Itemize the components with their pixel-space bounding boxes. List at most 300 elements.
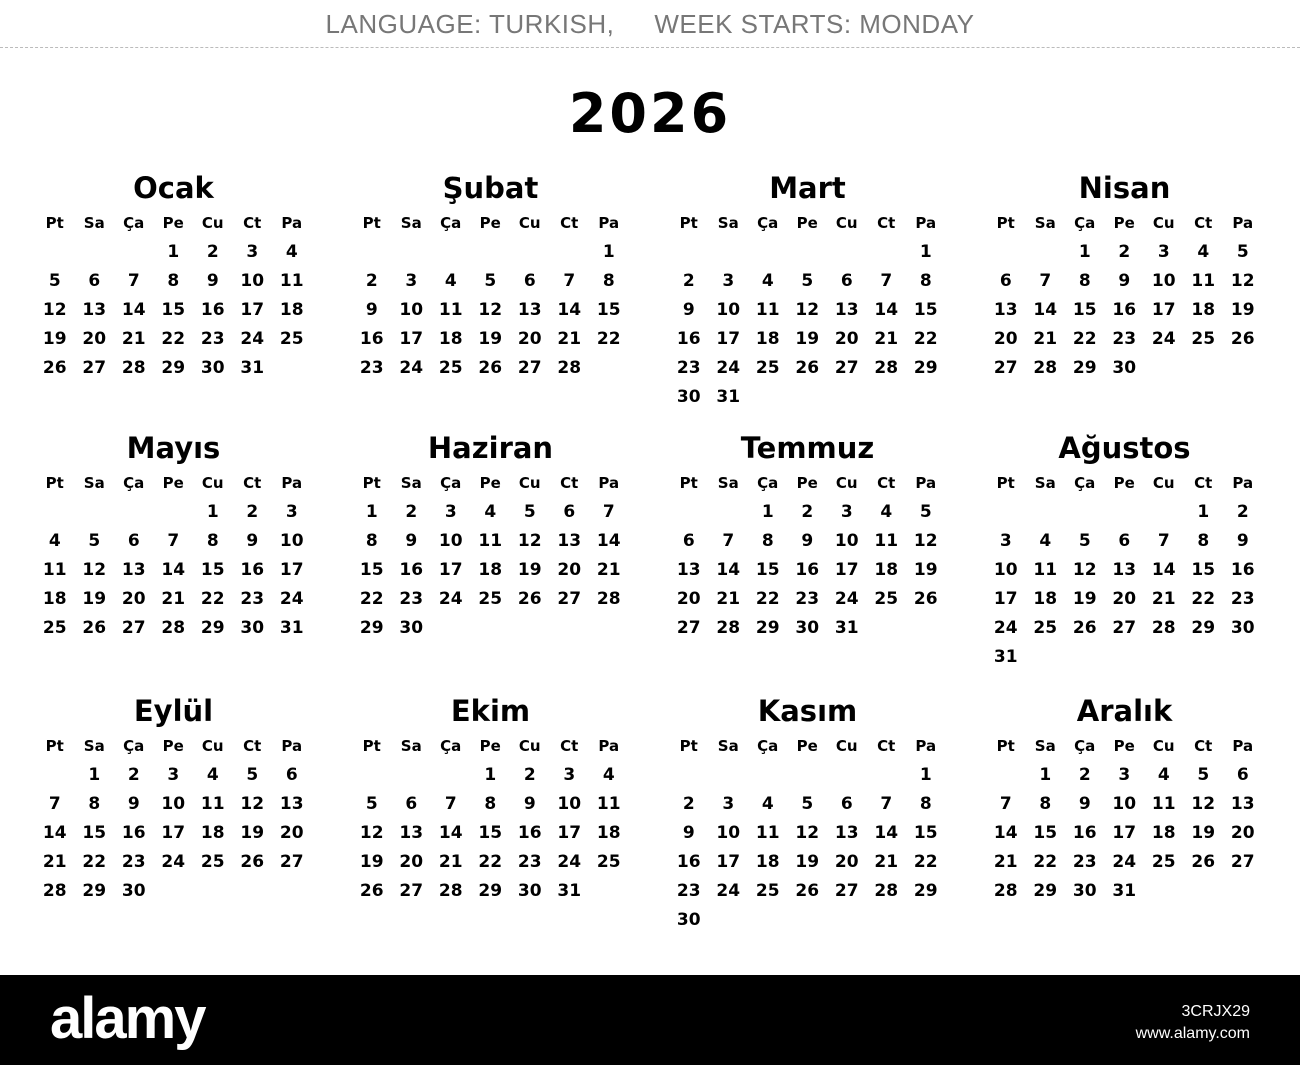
day-cell: 18: [755, 329, 780, 349]
day-cell: 26: [359, 881, 384, 901]
day-cell: 12: [1230, 271, 1255, 291]
day-cell: 12: [42, 300, 67, 320]
day-cell: 13: [1230, 794, 1255, 814]
day-cell: 1: [1197, 502, 1210, 522]
day-cell: 2: [1078, 765, 1091, 785]
day-cell: 9: [365, 300, 378, 320]
day-cell: 17: [834, 560, 859, 580]
day-cell: 17: [557, 823, 582, 843]
day-grid: [986, 498, 1263, 672]
weekday-label: Cu: [835, 737, 858, 755]
day-cell: 11: [755, 823, 780, 843]
day-cell: 8: [484, 794, 497, 814]
day-cell: 13: [676, 560, 701, 580]
day-cell: 15: [200, 560, 225, 580]
day-cell: 7: [1157, 531, 1170, 551]
weekday-label: Cu: [835, 214, 858, 232]
month-title: Kasım: [757, 694, 858, 728]
weekday-label: Pt: [679, 737, 698, 755]
day-cell: 4: [602, 765, 615, 785]
day-cell: 16: [121, 823, 146, 843]
weekday-label: Sa: [83, 737, 105, 755]
day-cell: 31: [834, 618, 859, 638]
day-cell: 11: [279, 271, 304, 291]
empty-cell: [510, 238, 550, 267]
month-title: Eylül: [133, 694, 214, 728]
day-cell: 16: [1072, 823, 1097, 843]
day-cell: 3: [840, 502, 853, 522]
weekday-label: Cu: [1152, 737, 1175, 755]
weekday-label: Cu: [518, 214, 541, 232]
day-cell: 24: [161, 852, 186, 872]
weekday-label: Ça: [123, 474, 145, 492]
weekday-label: Sa: [1034, 737, 1056, 755]
day-cell: 18: [200, 823, 225, 843]
weekday-label: Sa: [400, 214, 422, 232]
day-cell: 19: [478, 329, 503, 349]
day-cell: 31: [557, 881, 582, 901]
dashed-divider: [0, 47, 1300, 48]
day-cell: 23: [240, 589, 265, 609]
day-cell: 25: [596, 852, 621, 872]
weekday-label: Pa: [915, 474, 937, 492]
day-cell: 12: [517, 531, 542, 551]
day-cell: 27: [1230, 852, 1255, 872]
day-cell: 22: [1033, 852, 1058, 872]
day-cell: 21: [874, 852, 899, 872]
day-grid: [352, 238, 629, 383]
day-cell: 30: [240, 618, 265, 638]
weekday-label: Cu: [201, 737, 224, 755]
day-cell: 30: [399, 618, 424, 638]
day-cell: 15: [755, 560, 780, 580]
day-cell: 26: [795, 881, 820, 901]
weekday-label: Pa: [1232, 474, 1254, 492]
day-cell: 15: [1033, 823, 1058, 843]
day-cell: 6: [88, 271, 101, 291]
day-cell: 22: [755, 589, 780, 609]
weekday-label: Ça: [757, 737, 779, 755]
day-cell: 12: [795, 300, 820, 320]
week-start-label: WEEK STARTS: MONDAY: [654, 9, 975, 39]
day-cell: 27: [834, 358, 859, 378]
empty-cell: [986, 498, 1026, 527]
day-cell: 1: [919, 765, 932, 785]
day-cell: 2: [1236, 502, 1249, 522]
site-url: www.alamy.com: [1135, 1025, 1250, 1042]
day-cell: 22: [478, 852, 503, 872]
day-grid: [669, 498, 946, 643]
weekday-header-row: [352, 731, 629, 761]
day-cell: 22: [200, 589, 225, 609]
weekday-label: Ct: [243, 214, 262, 232]
day-cell: 1: [761, 502, 774, 522]
day-cell: 11: [596, 794, 621, 814]
day-cell: 14: [874, 823, 899, 843]
weekday-label: Cu: [835, 474, 858, 492]
day-cell: 6: [840, 794, 853, 814]
day-cell: 18: [1151, 823, 1176, 843]
day-cell: 26: [1191, 852, 1216, 872]
weekday-label: Ct: [243, 474, 262, 492]
weekday-header-row: [35, 468, 312, 498]
day-cell: 19: [240, 823, 265, 843]
day-cell: 2: [523, 765, 536, 785]
empty-cell: [748, 761, 788, 790]
day-cell: 3: [1118, 765, 1131, 785]
day-cell: 13: [834, 823, 859, 843]
day-cell: 3: [167, 765, 180, 785]
day-cell: 8: [167, 271, 180, 291]
day-cell: 20: [517, 329, 542, 349]
month-block: [986, 168, 1263, 383]
day-cell: 7: [722, 531, 735, 551]
day-cell: 7: [167, 531, 180, 551]
day-cell: 29: [82, 881, 107, 901]
day-cell: 22: [913, 329, 938, 349]
day-cell: 13: [517, 300, 542, 320]
day-cell: 18: [438, 329, 463, 349]
month-title: Ekim: [450, 694, 531, 728]
day-cell: 27: [399, 881, 424, 901]
day-cell: 20: [1230, 823, 1255, 843]
day-grid: [35, 498, 312, 643]
day-cell: 16: [676, 852, 701, 872]
day-cell: 22: [1072, 329, 1097, 349]
empty-cell: [669, 761, 709, 790]
page-header: [0, 0, 1300, 48]
month-block: [352, 168, 629, 383]
day-cell: 26: [1072, 618, 1097, 638]
day-cell: 22: [913, 852, 938, 872]
day-cell: 26: [478, 358, 503, 378]
day-cell: 20: [82, 329, 107, 349]
weekday-label: Pa: [281, 214, 303, 232]
day-cell: 7: [48, 794, 61, 814]
weekday-label: Pt: [996, 214, 1015, 232]
day-cell: 15: [161, 300, 186, 320]
empty-cell: [471, 238, 511, 267]
day-cell: 27: [82, 358, 107, 378]
day-cell: 11: [478, 531, 503, 551]
day-cell: 30: [517, 881, 542, 901]
day-cell: 13: [399, 823, 424, 843]
day-cell: 26: [240, 852, 265, 872]
empty-cell: [1144, 498, 1184, 527]
weekday-label: Pt: [45, 474, 64, 492]
weekday-label: Ça: [440, 737, 462, 755]
footer-bar: [0, 975, 1300, 1065]
weekday-label: Pe: [1113, 737, 1135, 755]
day-cell: 21: [438, 852, 463, 872]
weekday-label: Ct: [877, 214, 896, 232]
day-grid: [35, 761, 312, 906]
day-cell: 4: [206, 765, 219, 785]
day-cell: 8: [1039, 794, 1052, 814]
weekday-label: Pa: [915, 214, 937, 232]
day-cell: 25: [1033, 618, 1058, 638]
weekday-label: Ct: [1194, 737, 1213, 755]
day-cell: 23: [795, 589, 820, 609]
day-cell: 10: [240, 271, 265, 291]
weekday-label: Pe: [162, 474, 184, 492]
weekday-label: Cu: [1152, 474, 1175, 492]
day-grid: [669, 238, 946, 412]
day-cell: 7: [1039, 271, 1052, 291]
month-block: [352, 691, 629, 906]
weekday-label: Pt: [45, 214, 64, 232]
day-cell: 20: [121, 589, 146, 609]
day-cell: 16: [676, 329, 701, 349]
day-cell: 30: [121, 881, 146, 901]
month-block: [669, 168, 946, 412]
day-cell: 6: [999, 271, 1012, 291]
day-cell: 8: [602, 271, 615, 291]
weekday-label: Pe: [479, 214, 501, 232]
day-cell: 23: [399, 589, 424, 609]
day-cell: 13: [121, 560, 146, 580]
weekday-label: Pe: [1113, 474, 1135, 492]
empty-cell: [352, 238, 392, 267]
day-cell: 5: [1078, 531, 1091, 551]
day-cell: 10: [279, 531, 304, 551]
day-cell: 6: [1118, 531, 1131, 551]
day-cell: 18: [279, 300, 304, 320]
day-cell: 22: [1191, 589, 1216, 609]
day-cell: 27: [834, 881, 859, 901]
day-cell: 22: [82, 852, 107, 872]
day-cell: 22: [161, 329, 186, 349]
weekday-header-row: [352, 208, 629, 238]
day-grid: [986, 238, 1263, 383]
day-cell: 28: [993, 881, 1018, 901]
day-cell: 30: [1112, 358, 1137, 378]
day-cell: 16: [795, 560, 820, 580]
day-cell: 26: [42, 358, 67, 378]
weekday-label: Pt: [679, 474, 698, 492]
day-cell: 15: [359, 560, 384, 580]
day-cell: 14: [161, 560, 186, 580]
day-cell: 4: [285, 242, 298, 262]
day-cell: 1: [88, 765, 101, 785]
weekday-label: Pe: [796, 214, 818, 232]
day-cell: 28: [121, 358, 146, 378]
empty-cell: [1065, 498, 1105, 527]
day-cell: 16: [240, 560, 265, 580]
day-cell: 26: [82, 618, 107, 638]
day-cell: 4: [1197, 242, 1210, 262]
month-block: [669, 691, 946, 935]
empty-cell: [392, 238, 432, 267]
day-cell: 13: [557, 531, 582, 551]
day-cell: 29: [200, 618, 225, 638]
day-cell: 23: [1230, 589, 1255, 609]
day-cell: 25: [279, 329, 304, 349]
day-cell: 6: [405, 794, 418, 814]
weekday-header-row: [986, 731, 1263, 761]
day-cell: 9: [1236, 531, 1249, 551]
day-cell: 9: [206, 271, 219, 291]
day-cell: 10: [161, 794, 186, 814]
weekday-label: Cu: [518, 474, 541, 492]
weekday-label: Ça: [123, 214, 145, 232]
day-cell: 20: [279, 823, 304, 843]
day-cell: 12: [1191, 794, 1216, 814]
weekday-label: Ct: [243, 737, 262, 755]
day-cell: 9: [1078, 794, 1091, 814]
day-cell: 25: [200, 852, 225, 872]
day-cell: 1: [602, 242, 615, 262]
weekday-label: Pa: [915, 737, 937, 755]
day-cell: 13: [993, 300, 1018, 320]
day-cell: 31: [993, 647, 1018, 667]
day-cell: 23: [676, 881, 701, 901]
weekday-label: Pe: [796, 474, 818, 492]
day-cell: 8: [365, 531, 378, 551]
day-cell: 15: [478, 823, 503, 843]
day-cell: 15: [913, 300, 938, 320]
day-cell: 10: [716, 300, 741, 320]
weekday-label: Pe: [162, 737, 184, 755]
month-block: [669, 428, 946, 643]
weekday-label: Ça: [123, 737, 145, 755]
day-cell: 6: [285, 765, 298, 785]
day-cell: 14: [596, 531, 621, 551]
day-cell: 11: [200, 794, 225, 814]
day-cell: 16: [517, 823, 542, 843]
day-cell: 2: [1118, 242, 1131, 262]
month-title: Haziran: [427, 431, 554, 465]
day-cell: 23: [359, 358, 384, 378]
weekday-label: Cu: [518, 737, 541, 755]
empty-cell: [669, 498, 709, 527]
day-cell: 18: [755, 852, 780, 872]
day-cell: 26: [517, 589, 542, 609]
day-grid: [986, 761, 1263, 906]
day-cell: 10: [716, 823, 741, 843]
day-cell: 2: [682, 794, 695, 814]
day-cell: 19: [795, 329, 820, 349]
empty-cell: [788, 238, 828, 267]
month-block: [986, 691, 1263, 906]
day-cell: 12: [359, 823, 384, 843]
day-cell: 30: [200, 358, 225, 378]
day-cell: 30: [795, 618, 820, 638]
day-cell: 29: [1033, 881, 1058, 901]
day-cell: 27: [676, 618, 701, 638]
day-cell: 6: [127, 531, 140, 551]
day-cell: 27: [1112, 618, 1137, 638]
weekday-label: Pe: [479, 737, 501, 755]
weekday-header-row: [35, 731, 312, 761]
day-grid: [35, 238, 312, 383]
month-title: Şubat: [442, 171, 539, 205]
day-cell: 10: [1112, 794, 1137, 814]
day-cell: 1: [365, 502, 378, 522]
weekday-header-row: [669, 468, 946, 498]
day-cell: 24: [716, 881, 741, 901]
day-cell: 21: [1033, 329, 1058, 349]
day-grid: [352, 761, 629, 906]
day-cell: 17: [399, 329, 424, 349]
language-label: LANGUAGE: TURKISH,: [325, 9, 615, 39]
day-cell: 21: [993, 852, 1018, 872]
empty-cell: [352, 761, 392, 790]
day-cell: 19: [517, 560, 542, 580]
day-cell: 21: [161, 589, 186, 609]
day-cell: 25: [1191, 329, 1216, 349]
day-cell: 29: [478, 881, 503, 901]
day-cell: 17: [716, 329, 741, 349]
day-cell: 11: [438, 300, 463, 320]
day-cell: 20: [1112, 589, 1137, 609]
day-cell: 3: [405, 271, 418, 291]
weekday-label: Pa: [281, 474, 303, 492]
day-cell: 26: [795, 358, 820, 378]
weekday-label: Sa: [400, 737, 422, 755]
empty-cell: [709, 498, 749, 527]
day-cell: 7: [880, 794, 893, 814]
day-cell: 7: [880, 271, 893, 291]
empty-cell: [867, 238, 907, 267]
empty-cell: [35, 238, 75, 267]
day-cell: 23: [1112, 329, 1137, 349]
day-cell: 9: [682, 823, 695, 843]
weekday-label: Pt: [679, 214, 698, 232]
empty-cell: [154, 498, 194, 527]
weekday-header-row: [669, 731, 946, 761]
day-cell: 27: [517, 358, 542, 378]
day-cell: 14: [1033, 300, 1058, 320]
day-cell: 5: [48, 271, 61, 291]
day-cell: 4: [444, 271, 457, 291]
day-cell: 25: [874, 589, 899, 609]
day-cell: 18: [1191, 300, 1216, 320]
weekday-label: Ct: [560, 474, 579, 492]
weekday-label: Pt: [996, 737, 1015, 755]
day-cell: 24: [399, 358, 424, 378]
weekday-label: Pa: [598, 737, 620, 755]
day-cell: 13: [1112, 560, 1137, 580]
weekday-label: Pa: [1232, 737, 1254, 755]
day-cell: 5: [1197, 765, 1210, 785]
day-cell: 17: [716, 852, 741, 872]
day-cell: 24: [1151, 329, 1176, 349]
day-cell: 5: [801, 271, 814, 291]
day-cell: 4: [48, 531, 61, 551]
day-cell: 31: [716, 387, 741, 407]
day-cell: 3: [444, 502, 457, 522]
empty-cell: [986, 238, 1026, 267]
day-cell: 16: [359, 329, 384, 349]
day-cell: 29: [913, 881, 938, 901]
day-cell: 20: [557, 560, 582, 580]
weekday-label: Pa: [598, 474, 620, 492]
day-cell: 18: [596, 823, 621, 843]
day-cell: 4: [1039, 531, 1052, 551]
day-cell: 15: [1191, 560, 1216, 580]
day-cell: 11: [1191, 271, 1216, 291]
day-cell: 17: [279, 560, 304, 580]
day-cell: 12: [82, 560, 107, 580]
day-cell: 31: [279, 618, 304, 638]
day-cell: 2: [127, 765, 140, 785]
month-title: Mayıs: [126, 431, 221, 465]
day-cell: 19: [1230, 300, 1255, 320]
day-cell: 3: [722, 794, 735, 814]
day-cell: 1: [1039, 765, 1052, 785]
month-title: Temmuz: [740, 431, 875, 465]
